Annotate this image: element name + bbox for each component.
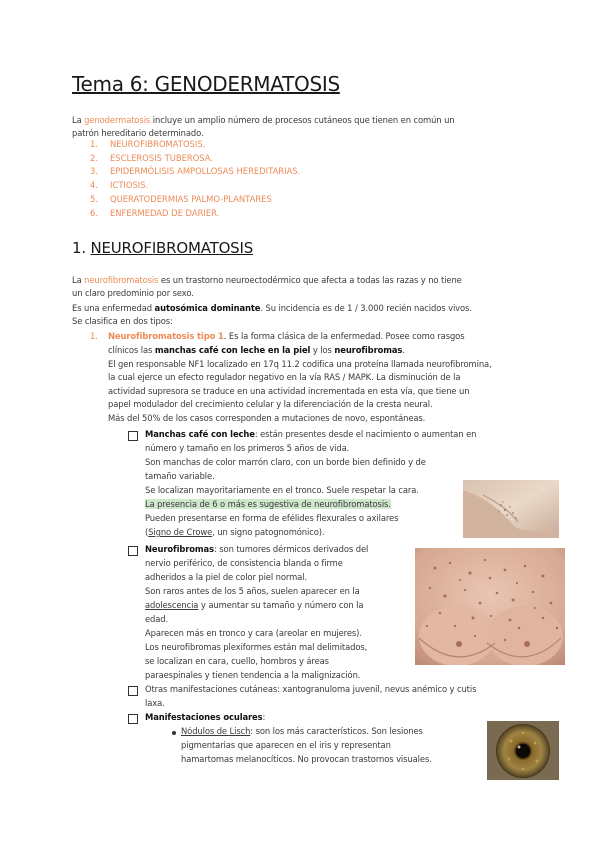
iris-image xyxy=(487,721,559,780)
list-item: 3. EPIDERMÓLISIS AMPOLLOSAS HEREDITARIAS. xyxy=(90,166,301,177)
neurofibromas-line: adheridos a la piel de color piel normal. xyxy=(145,572,307,582)
manchas-checkbox[interactable] xyxy=(128,431,138,441)
manchas-line-1: Manchas café con leche: están presentes desde el nacimiento o aumentan en xyxy=(145,429,477,439)
neurofibromas-line: paraespinales y tienen tendencia a la malignización. xyxy=(145,670,361,680)
manchas-line: Se localizan mayoritariamente en el tronco. Suele respetar la cara. xyxy=(145,485,419,495)
lisch-line-1: Nódulos de Lisch: son los más característicos. Son lesiones xyxy=(181,726,423,736)
signo-crowe-link: Signo de Crowe xyxy=(148,527,213,537)
section-para-3: Es una enfermedad autosómica dominante. Su incidencia es de 1 / 3.000 recién nacidos vivos. xyxy=(72,303,472,313)
section-para-2: un claro predominio por sexo. xyxy=(72,288,194,298)
section-para-4: Se clasifica en dos tipos: xyxy=(72,316,173,326)
axillary-freckling-image xyxy=(463,480,559,538)
lisch-line: pigmentarias que aparecen en el iris y representan xyxy=(181,740,391,750)
nf-term: neurofibromatosis xyxy=(84,275,159,285)
list-item: 2. ESCLEROSIS TUBEROSA. xyxy=(90,152,213,163)
nf1-body-line: la cual ejerce un efecto regulador negativo en la vía RAS / MAPK. La disminución de la xyxy=(108,372,461,382)
neurofibromas-line: nervio periférico, de consistencia blanda o firme xyxy=(145,558,343,568)
lisch-nodules-iris-photo xyxy=(487,721,559,780)
nf1-line-1: 1. Neurofibromatosis tipo 1. Es la forma clásica de la enfermedad. Posee como rasgos xyxy=(90,331,465,341)
otras-line: Otras manifestaciones cutáneas: xantogranuloma juvenil, nevus anémico y cutis xyxy=(145,684,477,694)
intro-pre: La xyxy=(72,115,85,125)
topic-list xyxy=(90,138,300,220)
nf1-body-line: actividad supresora se traduce en una actividad incrementada en esta vía, que tiene un xyxy=(108,386,470,396)
nf1-line-2: clínicos las manchas café con leche en la piel y los neurofibromas. xyxy=(108,345,405,355)
manchas-line: tamaño variable. xyxy=(145,471,215,481)
otras-checkbox[interactable] xyxy=(128,686,138,696)
neurofibromas-line-1: Neurofibromas: son tumores dérmicos derivados del xyxy=(145,544,369,554)
oculares-checkbox[interactable] xyxy=(128,714,138,724)
manchas-line: Son manchas de color marrón claro, con un borde bien definido y de xyxy=(145,457,426,467)
intro-post: incluye un amplio número de procesos cutáneos que tienen en común un xyxy=(150,115,455,125)
bullet-icon xyxy=(172,731,176,735)
nf1-body-line: papel modulador del crecimiento celular y la diferenciación de la cresta neural. xyxy=(108,399,433,409)
otras-line: laxa. xyxy=(145,698,165,708)
neurofibromas-checkbox[interactable] xyxy=(128,546,138,556)
section-para-1: La neurofibromatosis es un trastorno neuroectodérmico que afecta a todas las razas y no tiene xyxy=(72,275,462,285)
manchas-line-8: (Signo de Crowe, un signo patognomónico). xyxy=(145,527,325,537)
neurofibromas-line: Son raros antes de los 5 años, suelen aparecer en la xyxy=(145,586,360,596)
page-title: Tema 6: GENODERMATOSIS xyxy=(72,72,340,96)
neurofibromas-line: Aparecen más en tronco y cara (areolar en mujeres). xyxy=(145,628,362,638)
manchas-line: Pueden presentarse en forma de efélides flexurales o axilares xyxy=(145,513,399,523)
neurofibromas-torso-image xyxy=(415,548,565,665)
intro-term: genodermatosis xyxy=(84,115,151,125)
section-heading: 1. NEUROFIBROMATOSIS xyxy=(72,239,254,257)
manchas-highlight-line: La presencia de 6 o más es sugestiva de neurofibromatosis. xyxy=(145,499,391,509)
intro-line-1 xyxy=(72,114,454,128)
manchas-line: número y tamaño en los primeros 5 años de vida. xyxy=(145,443,350,453)
neurofibromas-line: se localizan en cara, cuello, hombros y áreas xyxy=(145,656,329,666)
neurofibromas-torso-photo xyxy=(415,548,565,665)
nf1-body-line: El gen responsable NF1 localizado en 17q 11.2 codifica una proteína llamada neurofibromina, xyxy=(108,359,492,369)
nf1-term: Neurofibromatosis tipo 1 xyxy=(108,331,224,341)
intro-line-2: patrón hereditario determinado. xyxy=(72,128,204,138)
list-item: 5. QUERATODERMIAS PALMO-PLANTARES xyxy=(90,193,272,204)
neurofibromas-line: Los neurofibromas plexiformes están mal delimitados, xyxy=(145,642,368,652)
list-item: 6. ENFERMEDAD DE DARIER. xyxy=(90,207,220,218)
neurofibromas-line: edad. xyxy=(145,614,169,624)
list-item: 4. ICTIOSIS. xyxy=(90,180,149,191)
oculares-line: Manifestaciones oculares: xyxy=(145,712,266,722)
lisch-line: hamartomas melanocíticos. No provocan trastornos visuales. xyxy=(181,754,432,764)
list-item: 1. NEUROFIBROMATOSIS. xyxy=(90,139,206,149)
nf1-body-line: Más del 50% de los casos corresponden a mutaciones de novo, espontáneas. xyxy=(108,413,426,423)
axillary-freckling-photo xyxy=(463,480,559,538)
neurofibromas-line-5: adolescencia y aumentar su tamaño y número con la xyxy=(145,600,364,610)
